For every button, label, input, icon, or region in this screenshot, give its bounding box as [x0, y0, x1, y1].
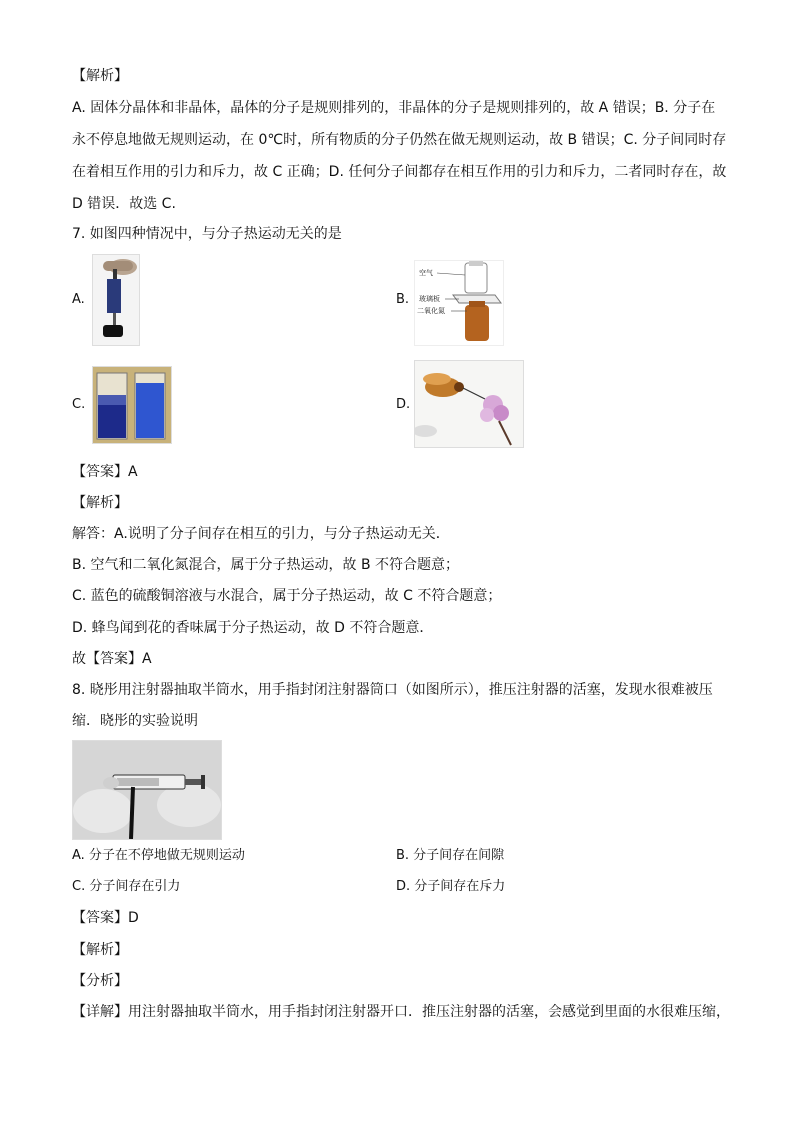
text-line: 解答：A.说明了分子间存在相互的引力，与分子热运动无关． [72, 526, 450, 542]
text-line: A. 固体分晶体和非晶体，晶体的分子是规则排列的，非晶体的分子是规则排列的，故 A 错误；B. 分子在 [72, 100, 716, 116]
analysis-heading: 【解析】 [72, 68, 128, 84]
text-line: 缩．晓彤的实验说明 [72, 713, 198, 729]
lead-cylinders-figure [92, 254, 140, 346]
q8-option-c: C. 分子间存在引力 [72, 879, 181, 894]
gas-diffusion-figure [414, 260, 504, 346]
option-d-label: D. [396, 397, 411, 412]
detail-line: 【详解】用注射器抽取半筒水，用手指封闭注射器开口．推压注射器的活塞，会感觉到里面的水很难压缩， [72, 1004, 730, 1020]
text-line: C. 蓝色的硫酸铜溶液与水混合，属于分子热运动，故 C 不符合题意； [72, 588, 502, 604]
option-a-label: A. [72, 292, 85, 307]
text-line: 永不停息地做无规则运动，在 0℃时，所有物质的分子仍然在做无规则运动，故 B 错误；C. 分子间同时存 [72, 132, 727, 148]
syringe-figure [72, 740, 222, 840]
text-line: 在着相互作用的引力和斥力，故 C 正确；D. 任何分子间都存在相互作用的引力和斥力，二者同时存在，故 [72, 164, 727, 180]
answer-8: 【答案】D [72, 910, 139, 926]
option-c-label: C. [72, 397, 86, 412]
hummingbird-flower-figure [414, 360, 524, 448]
text-line: B. 空气和二氧化氮混合，属于分子热运动，故 B 不符合题意； [72, 557, 460, 573]
analysis-heading: 【解析】 [72, 495, 128, 511]
no2-label: 二氧化氮 [417, 307, 445, 315]
analysis-heading: 【解析】 [72, 942, 128, 958]
copper-sulfate-figure [92, 366, 172, 444]
question-7: 7. 如图四种情况中，与分子热运动无关的是 [72, 226, 342, 242]
glass-plate-label: 玻璃板 [419, 295, 440, 303]
text-line: D. 蜂鸟闻到花的香味属于分子热运动，故 D 不符合题意． [72, 620, 434, 636]
analysis-sub-heading: 【分析】 [72, 973, 128, 989]
syringe-image [73, 741, 221, 839]
final-answer-7: 故【答案】A [72, 651, 152, 667]
copper-sulfate-image [93, 367, 171, 443]
q8-option-a: A. 分子在不停地做无规则运动 [72, 848, 245, 863]
q8-option-b: B. 分子间存在间隙 [396, 848, 505, 863]
lead-cylinders-image [93, 255, 139, 345]
air-label: 空气 [419, 269, 433, 277]
text-line: D 错误．故选 C. [72, 196, 176, 212]
option-b-label: B. [396, 292, 410, 307]
question-8: 8. 晓彤用注射器抽取半筒水，用手指封闭注射器筒口（如图所示），推压注射器的活塞，发现水很难被压 [72, 682, 713, 698]
gas-diffusion-image [415, 261, 503, 345]
hummingbird-flower-image [415, 361, 523, 447]
answer-7: 【答案】A [72, 464, 138, 480]
q8-option-d: D. 分子间存在斥力 [396, 879, 506, 894]
